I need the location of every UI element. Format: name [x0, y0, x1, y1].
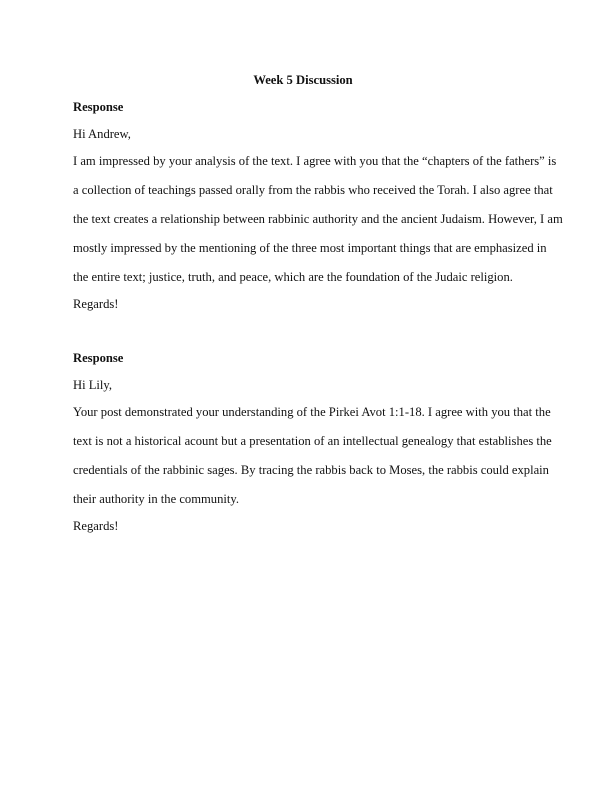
paragraph-line: a collection of teachings passed orally from the rabbis who received the Torah. I also agree that: [73, 183, 553, 197]
response-section-andrew: [73, 99, 563, 312]
response-closing: Regards!: [73, 519, 119, 533]
response-closing: Regards!: [73, 297, 119, 311]
paragraph-line: their authority in the community.: [73, 492, 240, 506]
paragraph-line: the entire text; justice, truth, and peace, which are the foundation of the Judaic religion.: [73, 270, 513, 284]
paragraph-line: credentials of the rabbinic sages. By tracing the rabbis back to Moses, the rabbis could explain: [73, 463, 549, 477]
paragraph-line: text is not a historical acount but a presentation of an intellectual genealogy that establishes the: [73, 434, 552, 448]
page-title: Week 5 Discussion: [253, 73, 353, 87]
response-heading: Response: [73, 351, 124, 365]
response-paragraph: [73, 153, 563, 285]
paragraph-line: Your post demonstrated your understanding of the Pirkei Avot 1:1-18. I agree with you that the: [73, 405, 551, 419]
response-section-lily: [73, 350, 552, 534]
paragraph-line: the text creates a relationship between rabbinic authority and the ancient Judaism. However, I am: [73, 212, 563, 226]
paragraph-line: mostly impressed by the mentioning of the three most important things that are emphasized in: [73, 241, 547, 255]
response-greeting: Hi Andrew,: [73, 127, 131, 141]
paragraph-line: I am impressed by your analysis of the text. I agree with you that the “chapters of the fathers” is: [73, 154, 557, 168]
response-heading: Response: [73, 100, 124, 114]
response-greeting: Hi Lily,: [73, 378, 113, 392]
response-paragraph: [73, 404, 552, 507]
